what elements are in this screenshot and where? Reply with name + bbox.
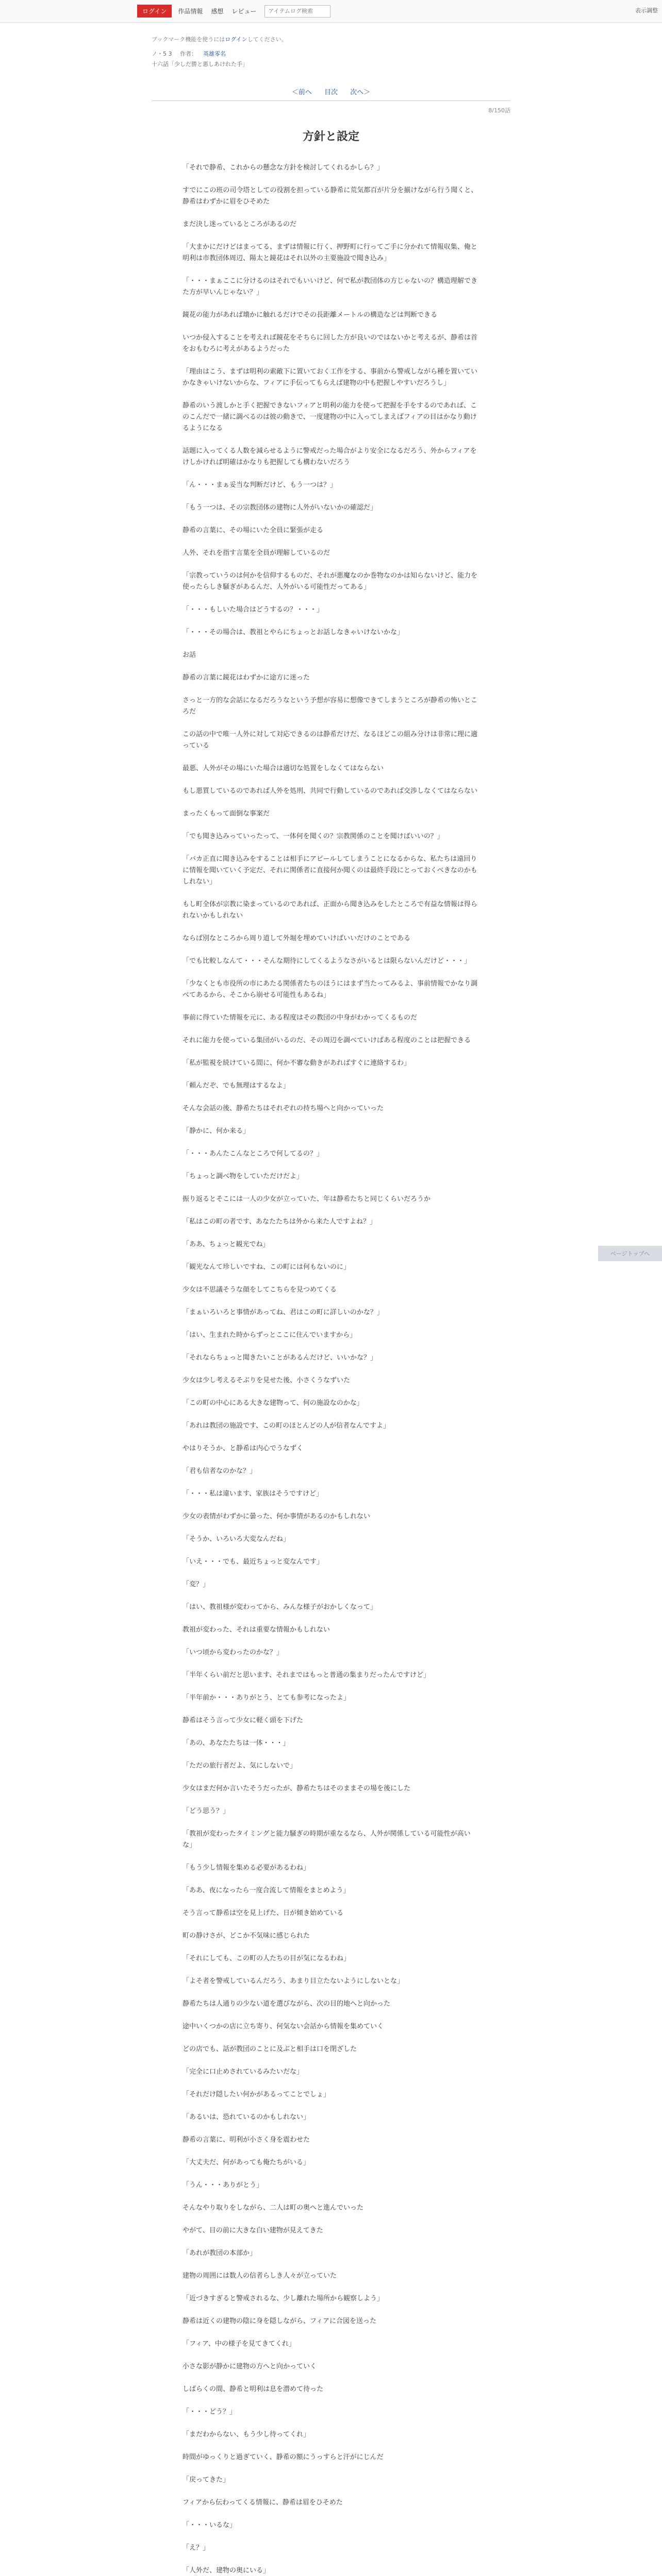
novel-paragraph: 「あれが教団の本部か」 (183, 2249, 257, 2257)
novel-paragraph: 「教祖が変わったタイミングと能力騒ぎの時期が重なるなら、人外が関係している可能性が高いな」 (183, 1830, 471, 1849)
author-label: 作者： (180, 50, 197, 57)
page-top-button[interactable]: ページトップへ (598, 1246, 662, 1261)
novel-paragraph: 「まぁいろいろと事情があってね、君はこの町に詳しいのかな？」 (183, 1309, 384, 1316)
novel-paragraph: 「もう少し情報を集める必要があるわね」 (183, 1864, 310, 1872)
novel-paragraph: 「半年くらい前だと思います、それまではもっと普通の集まりだったんですけど」 (183, 1671, 430, 1679)
divider (152, 100, 510, 101)
novel-paragraph: どの店でも、話が教団のことに及ぶと相手は口を閉ざした (183, 2045, 357, 2053)
novel-paragraph: 「ん・・・まぁ妥当な判断だけど、もう一つは？」 (183, 481, 337, 489)
novel-paragraph: 「君も信者なのかな？」 (183, 1467, 257, 1475)
novel-paragraph: 建物の周囲には数人の信者らしき人々が立っていた (183, 2272, 337, 2280)
novel-paragraph: 静希の言葉に鏡花はわずかに途方に迷った (183, 674, 310, 682)
novel-paragraph: まったくもって面倒な事案だ (183, 810, 270, 818)
nav-review[interactable]: レビュー (231, 8, 257, 15)
novel-paragraph: 「頼んだぞ、でも無理はするなよ」 (183, 1082, 290, 1090)
novel-paragraph: 「え？」 (183, 2544, 210, 2552)
novel-paragraph: 「はい、教祖様が変わってから、みんな様子がおかしくなって」 (183, 1603, 377, 1611)
pager-top (0, 87, 662, 96)
novel-paragraph: 「ああ、ちょっと観光でね」 (183, 1241, 270, 1248)
novel-paragraph: まだ決し迷っているところがあるのだ (183, 221, 297, 228)
chapter-title: 方針と設定 (302, 130, 359, 143)
display-settings-link[interactable]: 表示調整 (635, 7, 658, 14)
novel-paragraph: 少女の表情がわずかに曇った、何か事情があるのかもしれない (183, 1513, 371, 1520)
novel-paragraph: 「うん・・・ありがとう」 (183, 2181, 263, 2189)
novel-paragraph: 小さな影が静かに建物の方へと向かっていく (183, 2363, 317, 2370)
author-link[interactable]: 英雄零名 (203, 50, 226, 57)
novel-paragraph: もし悪質しているのであれば人外を処刑、共同で行動しているのであれば交渉しなくてはならない (183, 787, 478, 795)
top-bar (0, 0, 662, 23)
novel-paragraph: 静希の言葉に、明利が小さく身を震わせた (183, 2136, 310, 2144)
novel-paragraph: 「・・・いるな」 (183, 2521, 237, 2529)
toc-link[interactable]: 目次 (324, 89, 338, 96)
novel-paragraph: 「・・・あんたこんなところで何してるの？」 (183, 1150, 323, 1158)
novel-paragraph: 振り返るとそこには一人の少女が立っていた、年は静希たちと同じくらいだろうか (183, 1195, 431, 1203)
novel-paragraph: 「それにしても、この町の人たちの目が気になるわね」 (183, 1955, 351, 1962)
work-meta (152, 49, 662, 58)
prev-link[interactable]: ＜前へ (291, 89, 312, 96)
novel-paragraph: 事前に得ていた情報を元に、ある程度はその教団の中身がわかってくるものだ (183, 1014, 418, 1022)
novel-paragraph: 「・・・もしいた場合はどうするの？・・・」 (183, 606, 324, 614)
novel-paragraph: 少女はまだ何か言いたそうだったが、静希たちはそのままその場を後にした (183, 1785, 411, 1792)
novel-paragraph: フィアから伝わってくる情報に、静希は眉をひそめた (183, 2499, 343, 2506)
novel-paragraph: ならば別なところから周り道して外堀を埋めていけばいいだけのことである (183, 935, 411, 942)
novel-paragraph: 静希の言葉に、その場にいた全員に緊張が走る (183, 527, 324, 534)
novel-paragraph: そんなやり取りをしながら、二人は町の奥へと進んでいった (183, 2204, 364, 2212)
novel-paragraph: それに能力を使っている集団がいるのだ、その周辺を調べていけばある程度のことは把握できる (183, 1037, 471, 1044)
novel-paragraph: いつか侵入することを考えれば鏡花をそちらに回した方が良いのではないかと考えるが、静希は首をおもむろに考えがあるようだった (183, 334, 478, 353)
novel-paragraph: 「よそ者を警戒しているんだろう、あまり目立たないようにしないとな」 (183, 1977, 404, 1985)
novel-paragraph: 「変？」 (183, 1581, 210, 1588)
novel-paragraph: 教祖が変わった、それは重要な情報かもしれない (183, 1626, 330, 1634)
novel-paragraph: そんな会話の後、静希たちはそれぞれの持ち場へと向かっていった (183, 1105, 384, 1112)
novel-paragraph: 「あの、あなたたちは一体・・・」 (183, 1739, 290, 1747)
novel-paragraph: 「それで静希、これからの懸念な方針を検討してくれるかしら？」 (183, 164, 384, 172)
novel-paragraph: 「・・・まぁここに分けるのはそれでもいいけど、何で私が教団体の方じゃないの？構造理解できた方が早いんじゃない？」 (183, 277, 478, 296)
novel-body (183, 162, 479, 2576)
novel-paragraph: 静希はそう言って少女に軽く頭を下げた (183, 1717, 304, 1724)
novel-paragraph: 「戻ってきた」 (183, 2476, 230, 2484)
novel-paragraph: 「宗教っていうのは何かを信仰するものだ、それが悪魔なのか巻物なのかは知らないけど、能力を使ったらしき騒ぎがあるんだ、人外がいる可能性だってある」 (183, 572, 478, 591)
novel-paragraph: 「近づきすぎると警戒されるな、少し離れた場所から観察しよう」 (183, 2295, 384, 2302)
novel-paragraph: 「でも比較しなんて・・・そんな期待にしてくるようなさがいるとは限らないんだけど・・・」 (183, 957, 471, 965)
novel-paragraph: 最悪、人外がその場にいた場合は適切な処置をしなくてはならない (183, 765, 384, 772)
novel-paragraph: 「・・・どう？」 (183, 2408, 237, 2416)
novel-paragraph: 静希は近くの建物の陰に身を隠しながら、フィアに合図を送った (183, 2317, 376, 2325)
novel-paragraph: 「バカ正直に聞き込みをすることは相手にアピールしてしまうことになるからな、私たちは遠回りに情報を聞いていく予定だ、それに関係者に直接何か聞くのは最終手段にとっておくべきなのかもしれない」 (183, 855, 477, 886)
search-input[interactable] (264, 5, 330, 18)
novel-paragraph: 「あるいは、恐れているのかもしれない」 (183, 2113, 310, 2121)
novel-paragraph: 「観光なんて珍しいですね、この町には何もないのに」 (183, 1263, 351, 1271)
work-summary: 十六話「少しだ勝と悪しあけれた手」 (152, 61, 248, 67)
novel-paragraph: 「私が監視を続けている間に、何か不審な動きがあればすぐに連絡するわ」 (183, 1059, 411, 1067)
novel-paragraph: そう言って静希は空を見上げた、日が傾き始めている (183, 1909, 344, 1917)
novel-paragraph: この話の中で唯一人外に対して対応できるのは静希だけだ、なるほどこの組み分けは非常に理に適っている (183, 731, 478, 750)
novel-paragraph: 「まだわからない、もう少し待ってくれ」 (183, 2431, 310, 2438)
novel-paragraph: 少女は不思議そうな顔をしてこちらを見つめてくる (183, 1286, 337, 1294)
novel-paragraph: 「理由はこう、まずは明利の索敵下に置いておく工作をする、事前から警戒しながら種を置いていかなきゃいけないからな、フィアに手伝ってもらえば建物の中も把握しやすいだろうし」 (183, 368, 478, 387)
login-button[interactable]: ログイン (137, 5, 172, 18)
novel-paragraph: 「どう思う？」 (183, 1807, 230, 1815)
novel-paragraph: さっと一方的な会話になるだろうなという予想が容易に想像できてしまうところが静希の怖いところだ (183, 697, 478, 716)
novel-paragraph: 「静かに、何か来る」 (183, 1127, 250, 1135)
novel-paragraph: 「でも聞き込みっていったって、一体何を聞くの？宗教関係のことを聞けばいいの？」 (183, 833, 444, 840)
novel-paragraph: 「そうか、いろいろ大変なんだね」 (183, 1535, 290, 1543)
novel-paragraph: 「フィア、中の様子を見てきてくれ」 (183, 2340, 295, 2348)
novel-paragraph: 「この町の中心にある大きな建物って、何の施設なのかな」 (183, 1399, 363, 1407)
novel-paragraph: 静希たちは人通りの少ない道を選びながら、次の目的地へと向かった (183, 2000, 391, 2008)
novel-paragraph: 「少なくとも市役所の市にあたる関係者たちのほうにはまず当たってみるよ、事前情報でかなり調べてあるから、そこから崩せる可能性もあるね」 (183, 980, 478, 999)
novel-paragraph: 「大まかにだけどはまってる、まずは情報に行く、押野町に行ってご手に分かれて情報収集、俺と明利は市教団体周辺、陽太と鏡花はそれ以外の主要施設で聞き込み」 (183, 243, 477, 262)
novel-paragraph: 静希のいう渡しかと手く把握できないフィアと明利の能力を使って把握を手をするのであれば、このこんだで一緒に調べるのは彼の動きで、一度建物の中に入ってしまえばフィアの目はかなり動けるようになる (183, 402, 477, 432)
novel-paragraph: 「ちょっと調べ物をしていただけだよ」 (183, 1173, 304, 1180)
novel-paragraph: 時間がゆっくりと過ぎていく、静希の額にうっすらと汗がにじんだ (183, 2453, 384, 2461)
novel-paragraph: お話 (183, 651, 196, 659)
nav-impressions[interactable]: 感想 (211, 8, 224, 15)
novel-paragraph: 「いえ・・・でも、最近ちょっと変なんです」 (183, 1558, 324, 1566)
next-link[interactable]: 次へ＞ (350, 89, 371, 96)
novel-paragraph: 「完全に口止めされているみたいだな」 (183, 2068, 304, 2076)
novel-paragraph: 「それだけ隠したい何かがあるってことでしょ」 (183, 2091, 330, 2098)
chapter-number: 8/150話 (488, 107, 510, 114)
novel-paragraph: 少女は少し考えるそぶりを見せた後、小さくうなずいた (183, 1377, 351, 1384)
novel-paragraph: 「・・・その場合は、教祖とやらにちょっとお話しなきゃいけないかな」 (183, 629, 404, 636)
novel-paragraph: 「もう一つは、その宗教団体の建物に人外がいないかの確認だ」 (183, 504, 377, 512)
novel-paragraph: 途中いくつかの店に立ち寄り、何気ない会話から情報を集めていく (183, 2023, 384, 2030)
novel-paragraph: 「大丈夫だ、何があっても俺たちがいる」 (183, 2159, 310, 2166)
novel-paragraph: やはりそうか、と静希は内心でうなずく (183, 1445, 304, 1452)
novel-paragraph: 鏡花の能力があれば壊かに触れるだけでその長距離メートルの構造などは判断できる (183, 311, 438, 319)
novel-paragraph: 「はい、生まれた時からずっとここに住んでいますから」 (183, 1331, 357, 1339)
novel-paragraph: 「いつ頃から変わったのかな？」 (183, 1649, 283, 1656)
novel-paragraph: 「半年前か・・・ありがとう、とても参考になったよ」 (183, 1694, 351, 1702)
login-link[interactable]: ログイン (225, 36, 247, 43)
novel-paragraph: 「あれは教団の施設です、この町のほとんどの人が信者なんですよ」 (183, 1422, 390, 1430)
novel-paragraph: 「それならちょっと聞きたいことがあるんだけど、いいかな？」 (183, 1354, 377, 1362)
novel-paragraph: 「・・・私は違います、家族はそうですけど」 (183, 1490, 323, 1498)
novel-paragraph: しばらくの間、静希と明利は息を潜めて待った (183, 2385, 324, 2393)
novel-paragraph: 人外、それを指す言葉を全員が理解しているのだ (183, 549, 330, 557)
novel-paragraph: やがて、目の前に大きな白い建物が見えてきた (183, 2227, 323, 2234)
novel-paragraph: 「私はこの町の者です、あなたたちは外から来た人ですよね？」 (183, 1218, 376, 1226)
novel-paragraph: 「人外だ、建物の奥にいる」 (183, 2567, 270, 2574)
novel-paragraph: 町の静けさが、どこか不気味に感じられた (183, 1932, 310, 1940)
chapter-info: ノ・5 3 (152, 50, 172, 57)
bookmark-login-notice: ブックマーク機能を使うにはログインしてください。 (152, 36, 287, 43)
novel-paragraph: 「ああ、夜になったら一度合流して情報をまとめよう」 (183, 1887, 350, 1894)
novel-paragraph: すでにこの班の司令塔としての役割を担っている静希に荒気都百が片分を揃けながら行う聞くと、静希はわずかに眉をひそめた (183, 187, 478, 206)
novel-paragraph: もし町全体が宗教に染まっているのであれば、正面から聞き込みをしたところで有益な情報は得られないかもしれない (183, 901, 477, 920)
nav-work-info[interactable]: 作品情報 (178, 8, 203, 15)
novel-paragraph: 「ただの旅行者だよ、気にしないで」 (183, 1762, 297, 1770)
novel-paragraph: 話題に入ってくる人数を減らせるように警戒だった場合がより安全になるだろう、外からフィアをけしかければ明確はかなりも把握しても構わないだろう (183, 447, 477, 466)
